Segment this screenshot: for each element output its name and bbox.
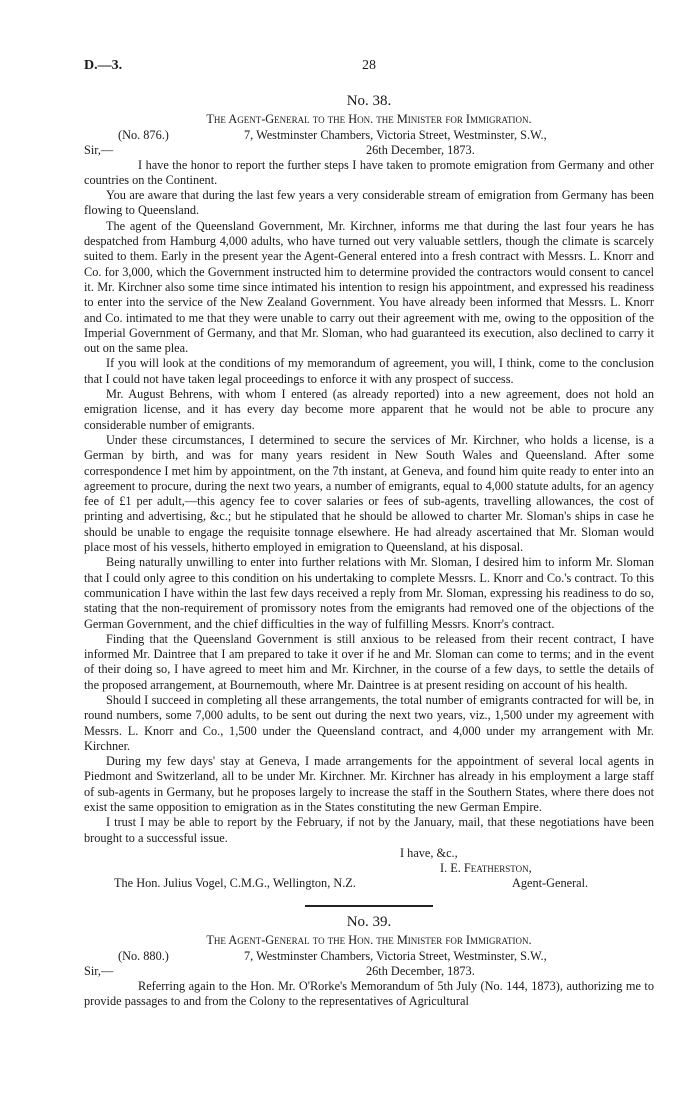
paragraph: You are aware that during the last few years a very considerable stream of emigration from Germany has been flowing to Queensland. (84, 188, 654, 218)
page-number: 28 (362, 58, 376, 73)
addressee: The Hon. Julius Vogel, C.M.G., Wellington, N.Z. (114, 875, 356, 890)
closing: I have, &c., (400, 845, 458, 860)
paper-code: D.—3. (84, 58, 123, 73)
letter-reference: (No. 876.) (118, 127, 169, 142)
letter-38 (84, 94, 654, 891)
signature-line (84, 861, 654, 876)
section-divider (305, 905, 433, 907)
sender-address: 7, Westminster Chambers, Victoria Street, Westminster, S.W., (244, 948, 547, 963)
salutation-line (84, 143, 654, 158)
salutation-line (84, 964, 654, 979)
paragraph: I trust I may be able to report by the February, if not by the January, mail, that these negotiations have been brought to a successful issue. (84, 815, 654, 845)
paragraph: If you will look at the conditions of my memorandum of agreement, you will, I think, come to the conclusion that I could not have taken legal proceedings to enforce it with any prospect of success. (84, 356, 654, 386)
paragraph: I have the honor to report the further steps I have taken to promote emigration from Germany and other countries on the Continent. (84, 157, 654, 187)
closing-line (84, 846, 654, 861)
paragraph: During my few days' stay at Geneva, I made arrangements for the appointment of several local agents in Piedmont and Switzerland, all to be under Mr. Kirchner. Mr. Kirchner has already in his employment a large staff of sub-agents in Germany, but he proposes largely to increase the staff in the Southern States, where there does not exist the same opposition to emigration as in the States constituting the new German Empire. (84, 754, 654, 815)
sender-address: 7, Westminster Chambers, Victoria Street, Westminster, S.W., (244, 127, 547, 142)
letter-39 (84, 915, 654, 1009)
letter-heading: The Agent-General to the Hon. the Minister for Immigration. (206, 112, 532, 127)
address-line (84, 128, 654, 143)
paragraph: Referring again to the Hon. Mr. O'Rorke's Memorandum of 5th July (No. 144, 1873), authorizing me to provide passages to and from the Colony to the representatives of Agricultural (84, 978, 654, 1008)
salutation: Sir,— (84, 963, 114, 978)
paragraph: Finding that the Queensland Government is still anxious to be released from their recent contract, I have informed Mr. Daintree that I am prepared to take it over if he and Mr. Sloman can come to terms; and in the event of their doing so, I have agreed to meet him and Mr. Kirchner, in the course of a few days, to settle the details of the proposed arrangement, at Bournemouth, where Mr. Daintree is at present residing on account of his health. (84, 631, 654, 692)
letter-date: 26th December, 1873. (366, 963, 475, 978)
running-head (84, 58, 654, 80)
paragraph: Being naturally unwilling to enter into further relations with Mr. Sloman, I desired him to inform Mr. Sloman that I could only agree to this condition on his undertaking to complete Messrs. L. Knorr and Co.'s contract. To this communication I have within the last few days received a reply from Mr. Sloman, expressing his readiness to do so, stating that the non-requirement of promissory notes from the emigrants had removed one of the objections of the German Government, and the chief difficulties in the way of fulfilling Messrs. Knorr's contract. (84, 555, 654, 631)
salutation: Sir,— (84, 142, 114, 157)
addressee-line (84, 876, 654, 891)
signer-title: Agent-General. (512, 875, 589, 890)
letter-number: No. 39. (346, 913, 392, 930)
letter-date: 26th December, 1873. (366, 142, 475, 157)
letter-heading: The Agent-General to the Hon. the Minister for Immigration. (206, 933, 532, 948)
address-line (84, 949, 654, 964)
paragraph: Should I succeed in completing all these arrangements, the total number of emigrants contracted for will be, in round numbers, some 7,000 adults, to be sent out during the next two years, viz., 1,500 under my agreement with Messrs. L. Knorr and Co., 1,500 under the Queensland contract, and 4,000 under my arrangement with Mr. Kirchner. (84, 692, 654, 753)
letter-number: No. 38. (346, 93, 392, 109)
signature: I. E. Featherston, (440, 860, 532, 875)
letter-reference: (No. 880.) (118, 948, 169, 963)
paragraph: Mr. August Behrens, with whom I entered (as already reported) into a new agreement, does not hold an emigration license, and it has every day become more apparent that he would not be able to procure any considerable number of emigrants. (84, 387, 654, 432)
paragraph: Under these circumstances, I determined to secure the services of Mr. Kirchner, who holds a license, is a German by birth, and was for many years resident in New South Wales and Queensland. After some correspondence I met him by appointment, on the 7th instant, at Geneva, and found him quite ready to enter into an agreement to procure, during the next two years, a number of emigrants, equal to 4,000 statute adults, for an agency fee of £1 per adult,—this agency fee to cover salaries or fees of sub-agents, travelling allowances, the cost of printing and advertising, &c.; but he stipulated that he should be allowed to charter Mr. Sloman's ships in case he should be unable to engage the requisite tonnage elsewhere. He had already ascertained that Mr. Sloman would place most of his vessels, hitherto employed in emigration to Queensland, at his disposal. (84, 432, 654, 555)
paragraph: The agent of the Queensland Government, Mr. Kirchner, informs me that during the last four years he has despatched from Hamburg 4,000 adults, who have turned out very valuable settlers, though the climate is scarcely suited to them. Early in the present year the Agent-General entered into a fresh contract with Messrs. L. Knorr and Co. for 3,000, which the Government instructed him to determine provided the contractors would consent to cancel it. Mr. Kirchner also some time since intimated his intention to resign his appointment, and expressed his readiness to enter into the service of the New Zealand Government. You have already been informed that Messrs. L. Knorr and Co. intimated to me that they were unable to carry out their agreement with me, owing to the opposition of the Imperial Government of Germany, and that Mr. Sloman, who had guaranteed its execution, also declined to carry it out on the same plea. (84, 218, 654, 356)
